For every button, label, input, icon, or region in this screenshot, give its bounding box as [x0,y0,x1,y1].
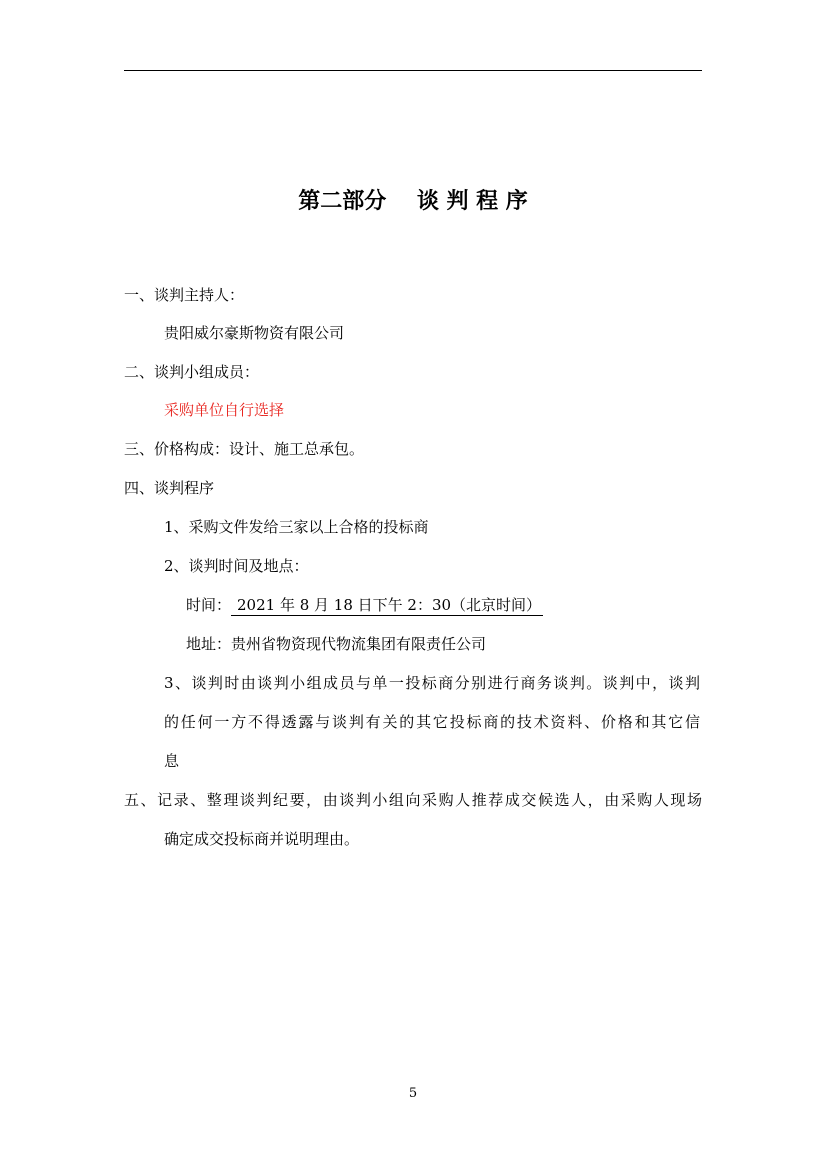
section-4-heading: 四、谈判程序 [124,479,215,497]
page-number: 5 [408,1086,418,1101]
section-5-line-2: 确定成交投标商并说明理由。 [164,830,360,848]
time-label: 时间： [186,596,232,614]
section-5-line-1: 五、记录、整理谈判纪要，由谈判小组向采购人推荐成交候选人，由采购人现场 [124,791,702,809]
section-3-heading: 三、价格构成：设计、施工总承包。 [124,440,365,458]
section-1-heading: 一、谈判主持人： [124,286,245,304]
procedure-item-3-line-1: 3、谈判时由谈判小组成员与单一投标商分别进行商务谈判。谈判中，谈判 [164,674,700,692]
time-value: 2021 年 8 月 18 日下午 2：30（北京时间） [231,596,543,616]
negotiation-time [186,595,543,615]
procedure-item-2: 2、谈判时间及地点： [164,557,309,575]
negotiation-address: 地址：贵州省物资现代物流集团有限责任公司 [186,635,487,653]
section-1-host: 贵阳威尔豪斯物资有限公司 [164,324,345,342]
page-title: 第二部分 谈 判 程 序 [298,189,528,214]
procedure-item-3-line-3: 息 [164,752,180,770]
procedure-item-3-line-2: 的任何一方不得透露与谈判有关的其它投标商的技术资料、价格和其它信 [164,713,700,731]
header-rule [124,70,702,71]
section-2-members: 采购单位自行选择 [164,401,285,419]
section-2-heading: 二、谈判小组成员： [124,363,260,381]
procedure-item-1: 1、采购文件发给三家以上合格的投标商 [164,518,429,536]
